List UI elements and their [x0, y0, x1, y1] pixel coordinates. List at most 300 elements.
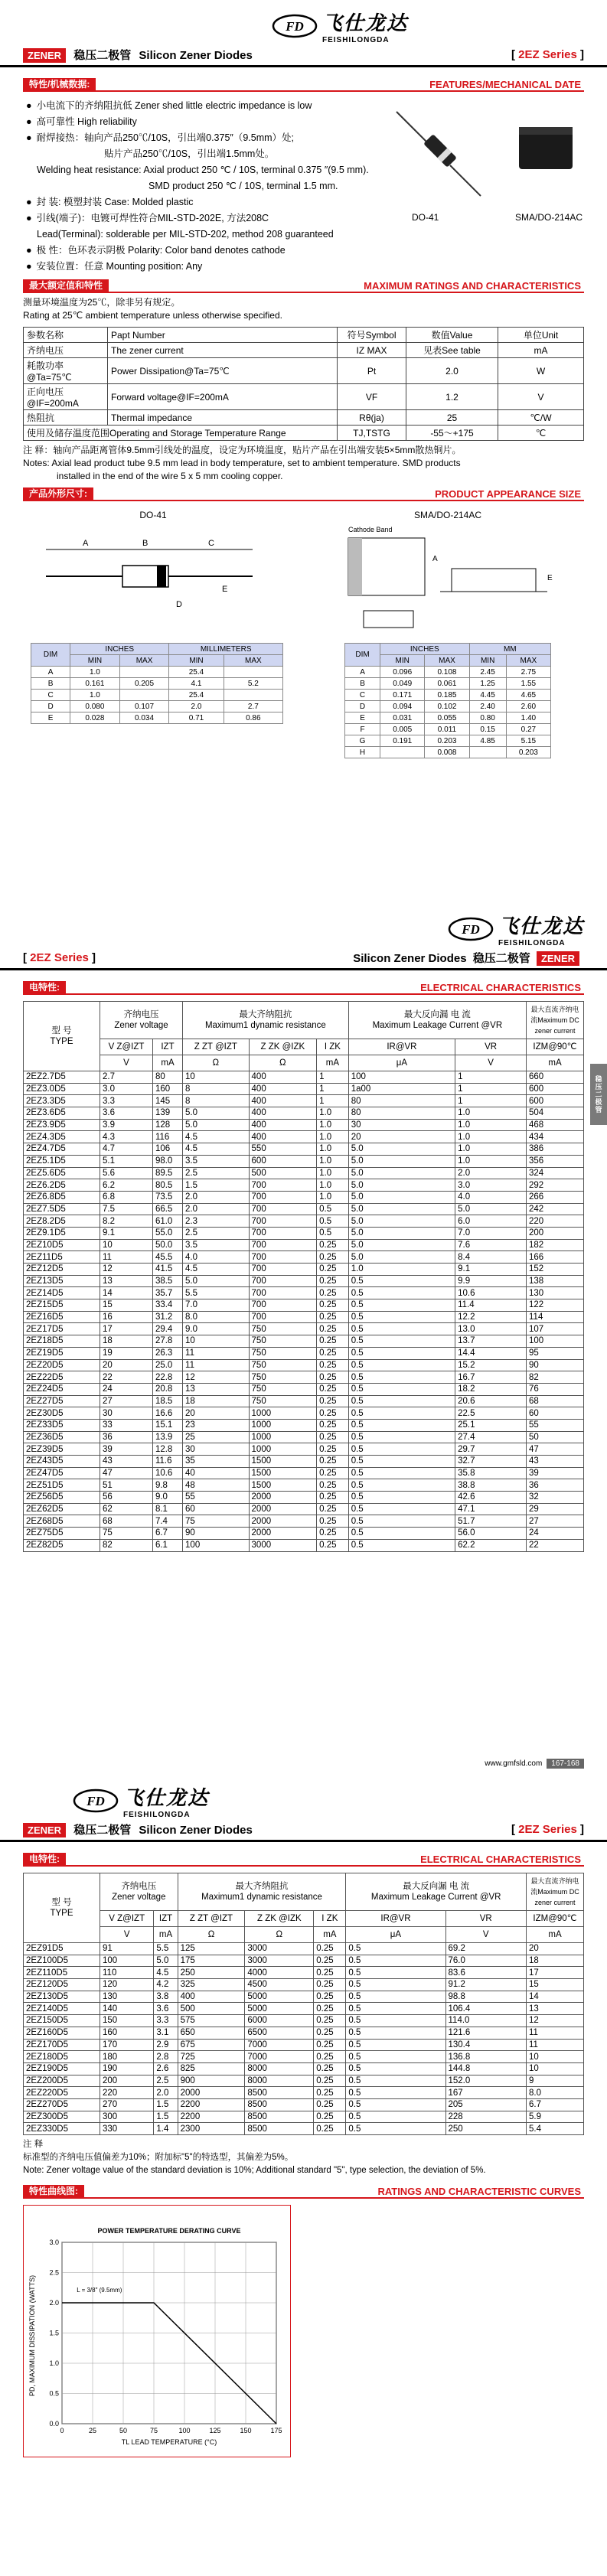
brand-logo — [448, 911, 584, 947]
table-cell: 700 — [249, 1179, 317, 1192]
table-cell: 39 — [100, 1443, 153, 1456]
table-cell: 1.5 — [154, 2098, 178, 2111]
curves-title-en: RATINGS AND CHARACTERISTIC CURVES — [377, 2185, 581, 2197]
table-cell: 62.2 — [455, 1539, 527, 1551]
table-row — [24, 1443, 584, 1456]
table-cell: 48 — [183, 1479, 250, 1492]
table-cell: 1 — [455, 1071, 527, 1084]
table-cell: 106.4 — [445, 2003, 527, 2015]
table-cell — [224, 690, 282, 701]
table-cell: 2000 — [178, 2087, 245, 2099]
table-cell: 1000 — [249, 1407, 317, 1420]
feature-line: ● 高可靠性 High reliability — [26, 114, 584, 130]
table-cell: 8.0 — [527, 2087, 584, 2099]
table-row — [24, 2039, 584, 2051]
table-cell: 2EZ6.2D5 — [24, 1179, 100, 1192]
table-cell: 0.5 — [346, 2123, 445, 2135]
table-cell: 80 — [152, 1071, 182, 1084]
table-row — [345, 747, 551, 758]
table-cell: 10 — [183, 1335, 250, 1348]
table-cell: 8500 — [245, 2111, 314, 2123]
table-header-cell: Z ZT @IZT — [178, 1911, 245, 1927]
table-row — [31, 690, 283, 701]
table-row — [24, 1155, 584, 1167]
table-cell: 12 — [100, 1264, 153, 1276]
table-cell: 700 — [249, 1251, 317, 1264]
table-cell: 1.0 — [455, 1143, 527, 1156]
sma-table-body — [345, 667, 551, 758]
table-cell: 0.028 — [70, 712, 120, 724]
table-row — [24, 1383, 584, 1395]
table-row — [345, 712, 551, 724]
dimension-drawings — [23, 501, 584, 757]
table-cell: 468 — [527, 1119, 584, 1131]
table-cell: 700 — [249, 1239, 317, 1251]
table-cell: 8.4 — [455, 1251, 527, 1264]
table-cell: 18.2 — [455, 1383, 527, 1395]
note-en: installed in the end of the wire 5 x 5 mm cooling copper. — [57, 471, 283, 481]
table-cell: 2EZ15D5 — [24, 1299, 100, 1312]
table-row — [31, 678, 283, 690]
table-cell: 2EZ12D5 — [24, 1264, 100, 1276]
table-cell: 6.0 — [455, 1215, 527, 1228]
table-cell: 5.0 — [183, 1275, 250, 1287]
max-ratings-title-cn: 最大额定值和特性 — [23, 279, 109, 292]
table-row — [24, 2111, 584, 2123]
sheet-3 — [0, 1779, 607, 2576]
table-cell: 26.3 — [152, 1347, 182, 1359]
table-cell: 11 — [183, 1359, 250, 1371]
table-cell: 0.5 — [348, 1323, 455, 1335]
table-row — [24, 1167, 584, 1179]
table-cell: B — [31, 678, 70, 690]
title-en: Silicon Zener Diodes — [139, 49, 253, 62]
table-cell: 4.85 — [469, 735, 506, 747]
table-header-cell: MIN — [469, 655, 506, 667]
table-cell: 1500 — [249, 1456, 317, 1468]
chart-y-label: PD, MAXIMUM DISSIPATION (WATTS) — [28, 2274, 36, 2397]
sma-package-image — [519, 127, 573, 169]
table-cell: 0.25 — [317, 1443, 349, 1456]
table-header-cell: VR — [445, 1911, 527, 1927]
table-cell: 98.0 — [152, 1155, 182, 1167]
sheet-2 — [0, 911, 607, 1779]
electrical-table-2-body — [24, 1943, 584, 2135]
table-cell: 0.5 — [348, 1503, 455, 1515]
table-cell: 29.7 — [455, 1443, 527, 1456]
table-cell: 1 — [455, 1095, 527, 1107]
table-cell: 205 — [445, 2098, 527, 2111]
table-header-cell: μA — [346, 1927, 445, 1943]
table-cell: 400 — [249, 1071, 317, 1084]
feature-line: ● 引线(端子)：电镀可焊性符合MIL-STD-202E, 方法208C — [26, 210, 584, 227]
features-list — [26, 98, 584, 275]
table-cell: 0.25 — [317, 1383, 349, 1395]
table-cell: IZ MAX — [338, 343, 406, 358]
table-cell: 0.5 — [346, 2015, 445, 2027]
table-cell: 2.5 — [183, 1167, 250, 1179]
table-header-cell: IR@VR — [348, 1039, 455, 1055]
table-cell — [469, 747, 506, 758]
table-cell: 1.4 — [154, 2123, 178, 2135]
table-row — [24, 1143, 584, 1156]
table-row — [24, 2027, 584, 2039]
note-title: 注 释 — [23, 2140, 44, 2149]
table-cell: 1.0 — [317, 1119, 349, 1131]
table-cell: 0.25 — [317, 1539, 349, 1551]
table-cell: 51 — [100, 1479, 153, 1492]
table-cell: 13.9 — [152, 1431, 182, 1443]
table-cell: 144.8 — [445, 2062, 527, 2075]
table-cell: 0.5 — [348, 1347, 455, 1359]
table-row — [24, 2123, 584, 2135]
table-header-cell: mA — [527, 1927, 584, 1943]
table-cell: 1000 — [249, 1419, 317, 1431]
max-ratings-title-en: MAXIMUM RATINGS AND CHARACTERISTICS — [364, 279, 581, 292]
table-row — [31, 701, 283, 712]
max-ratings-section-header — [23, 279, 584, 293]
note-en: Note: Zener voltage value of the standard deviation is 10%; Additional standard "5", type selection, the deviation of 5%. — [23, 2166, 486, 2175]
table-cell: 1.0 — [70, 690, 120, 701]
table-cell: 0.161 — [70, 678, 120, 690]
table-header-cell: IZT — [154, 1911, 178, 1927]
table-cell: 266 — [527, 1191, 584, 1203]
table-cell: 0.25 — [317, 1515, 349, 1528]
table-header-cell: 最大直流齐纳电流Maximum DC zener current — [527, 1002, 584, 1039]
table-cell: 100 — [348, 1071, 455, 1084]
brand-logo-area — [0, 0, 607, 44]
table-cell: 0.25 — [314, 1991, 346, 2003]
table-cell: 3.3 — [154, 2015, 178, 2027]
table-header-cell: V — [100, 1927, 154, 1943]
table-row — [24, 1131, 584, 1143]
table-cell: 114 — [527, 1311, 584, 1323]
sma-caption: SMA/DO-214AC — [515, 212, 583, 223]
table-cell: 1000 — [249, 1431, 317, 1443]
table-cell: 16.6 — [152, 1407, 182, 1420]
feature-line: ● 安装位置：任意 Mounting position: Any — [26, 259, 584, 275]
feature-line: ● 小电流下的齐纳阻抗低 Zener shed little electric impedance is low — [26, 98, 584, 114]
table-cell: 60 — [527, 1407, 584, 1420]
table-row — [24, 1203, 584, 1215]
table-cell: 0.25 — [314, 2003, 346, 2015]
features-title-en: FEATURES/MECHANICAL DATE — [429, 78, 581, 90]
table-cell: 0.5 — [348, 1467, 455, 1479]
table-cell: 20 — [348, 1131, 455, 1143]
table-cell: 0.25 — [314, 1967, 346, 1979]
table-cell: E — [345, 712, 380, 724]
table-cell: 3.0 — [100, 1083, 153, 1095]
table-cell: 2EZ18D5 — [24, 1335, 100, 1348]
brand-name-cn: 飞仕龙达 — [122, 1786, 209, 1809]
table-cell: 7.0 — [455, 1227, 527, 1239]
table-cell: 9.0 — [152, 1492, 182, 1504]
table-cell: 25 — [406, 410, 498, 426]
table-cell: 9.9 — [455, 1275, 527, 1287]
table-header-cell: mA — [154, 1927, 178, 1943]
table-row — [24, 1528, 584, 1540]
table-cell — [119, 667, 169, 678]
note-en: Notes: Axial lead product tube 9.5 mm lead in body temperature, set to ambient temperature. SMD products — [23, 458, 461, 468]
table-cell: 51.7 — [455, 1515, 527, 1528]
table-cell: 2EZ47D5 — [24, 1467, 100, 1479]
table-header-cell: INCHES — [70, 644, 169, 655]
table-cell: 33.4 — [152, 1299, 182, 1312]
table-header-cell: DIM — [31, 644, 70, 667]
table-cell: 35.7 — [152, 1287, 182, 1299]
table-cell: 8000 — [245, 2062, 314, 2075]
table-row — [24, 1503, 584, 1515]
table-cell: 0.25 — [314, 2027, 346, 2039]
table-row — [24, 1539, 584, 1551]
table-cell: 2EZ33D5 — [24, 1419, 100, 1431]
package-images — [377, 96, 584, 227]
table-cell: 8.2 — [100, 1215, 153, 1228]
table-cell: 0.25 — [314, 2015, 346, 2027]
table-cell: 15 — [527, 1979, 584, 1991]
table-cell: 2EZ82D5 — [24, 1539, 100, 1551]
elec-title-en: ELECTRICAL CHARACTERISTICS — [420, 1853, 581, 1865]
title-bar — [0, 44, 607, 67]
table-cell: 0.25 — [317, 1311, 349, 1323]
table-header-cell: MAX — [506, 655, 550, 667]
table-cell: 5.0 — [154, 1955, 178, 1967]
table-cell: 0.5 — [348, 1359, 455, 1371]
table-cell: 500 — [178, 2003, 245, 2015]
table-cell: 23 — [183, 1419, 250, 1431]
table-cell: 55 — [183, 1492, 250, 1504]
svg-text:D: D — [176, 600, 182, 609]
table-cell: 18 — [527, 1955, 584, 1967]
table-cell: 825 — [178, 2062, 245, 2075]
table-cell: 4000 — [245, 1967, 314, 1979]
table-cell: 50.0 — [152, 1239, 182, 1251]
table-header-cell — [24, 1873, 100, 1943]
table-units-row — [24, 1055, 584, 1071]
table-cell: 正向电压@IF=200mA — [24, 384, 108, 410]
table-cell: 0.011 — [425, 724, 469, 735]
do41-drawing — [31, 507, 276, 637]
table-cell: 0.5 — [348, 1335, 455, 1348]
table-cell: 32.7 — [455, 1456, 527, 1468]
table-cell: 22 — [100, 1371, 153, 1384]
table-cell: 2EZ36D5 — [24, 1431, 100, 1443]
table-cell: 0.5 — [346, 2075, 445, 2087]
table-cell: 0.5 — [346, 2111, 445, 2123]
table-cell: 5000 — [245, 1991, 314, 2003]
table-row — [24, 1335, 584, 1348]
table-header-cell: V — [455, 1055, 527, 1071]
table-header-cell: mA — [527, 1055, 584, 1071]
table-cell: 5.0 — [455, 1203, 527, 1215]
table-row — [24, 1347, 584, 1359]
table-cell: 0.71 — [169, 712, 224, 724]
table-cell: 11 — [527, 2027, 584, 2039]
header-text: Maximum Leakage Current @VR — [372, 1021, 503, 1030]
table-cell: 0.25 — [317, 1359, 349, 1371]
table-cell: 128 — [152, 1119, 182, 1131]
table-cell: 2EZ91D5 — [24, 1943, 100, 1955]
table-cell: 1.5 — [154, 2111, 178, 2123]
chart-x-label: TL LEAD TEMPERATURE (°C) — [121, 2438, 217, 2446]
table-cell: 0.205 — [119, 678, 169, 690]
y-tick-label: 0.0 — [49, 2420, 59, 2428]
table-cell: 75 — [100, 1528, 153, 1540]
table-header-cell: mA — [317, 1055, 349, 1071]
table-cell: 13 — [100, 1275, 153, 1287]
table-cell: 180 — [100, 2051, 154, 2063]
table-cell: 2EZ43D5 — [24, 1456, 100, 1468]
table-cell: 2EZ200D5 — [24, 2075, 100, 2087]
table-cell: 2.9 — [154, 2039, 178, 2051]
title-en: Silicon Zener Diodes — [353, 952, 467, 965]
table-cell: 2EZ180D5 — [24, 2051, 100, 2063]
table-row — [24, 1119, 584, 1131]
table-cell: 2.0 — [169, 701, 224, 712]
table-cell: 0.25 — [314, 1943, 346, 1955]
table-cell: 20 — [183, 1407, 250, 1420]
do41-package-image — [397, 112, 481, 196]
derating-chart — [24, 2206, 290, 2457]
table-header-cell — [183, 1002, 349, 1039]
table-cell: 0.5 — [317, 1203, 349, 1215]
table-cell: 0.25 — [317, 1264, 349, 1276]
intro-en: Rating at 25℃ ambient temperature unless otherwise specified. — [23, 310, 282, 321]
table-cell: 18 — [100, 1335, 153, 1348]
note-cn: 注 释：轴向产品距离管体9.5mm引线处的温度，设定为环境温度，贴片产品在引出端安装5×5mm散热铜片。 — [23, 445, 462, 455]
table-cell: 2EZ9.1D5 — [24, 1227, 100, 1239]
table-cell: 36 — [527, 1479, 584, 1492]
table-cell: 0.191 — [380, 735, 425, 747]
table-cell: 5.0 — [348, 1167, 455, 1179]
table-cell: 11 — [527, 2039, 584, 2051]
table-header-cell: V — [100, 1055, 153, 1071]
table-cell: 29.4 — [152, 1323, 182, 1335]
series-label: [ 2EZ Series ] — [511, 48, 584, 61]
table-cell: 2EZ4.3D5 — [24, 1131, 100, 1143]
y-tick-label: 2.5 — [49, 2268, 59, 2277]
table-cell: V — [498, 384, 584, 410]
table-cell: 19 — [100, 1347, 153, 1359]
table-cell: 60 — [183, 1503, 250, 1515]
table-cell: 0.5 — [348, 1407, 455, 1420]
table-cell: 8.0 — [183, 1311, 250, 1323]
table-cell: C — [345, 690, 380, 701]
table-cell: 82 — [100, 1539, 153, 1551]
footer-page-number: 167-168 — [547, 1759, 584, 1769]
table-cell: 100 — [183, 1539, 250, 1551]
appearance-section-header — [23, 487, 584, 501]
header-text: 最大反向漏 电 流 — [403, 1882, 470, 1891]
table-cell: 7.0 — [183, 1299, 250, 1312]
table-cell: 2EZ150D5 — [24, 2015, 100, 2027]
appearance-title-en: PRODUCT APPEARANCE SIZE — [435, 487, 581, 500]
table-cell: 11 — [100, 1251, 153, 1264]
table-cell: 0.25 — [317, 1251, 349, 1264]
table-row — [24, 2015, 584, 2027]
table-cell: 6.1 — [152, 1539, 182, 1551]
table-cell: 5.9 — [527, 2111, 584, 2123]
table-cell: 27.8 — [152, 1335, 182, 1348]
table-row — [24, 1991, 584, 2003]
table-cell: 61.0 — [152, 1215, 182, 1228]
table-row — [24, 410, 584, 426]
table-cell: 2000 — [249, 1528, 317, 1540]
table-cell: 1.2 — [406, 384, 498, 410]
table-cell: 76 — [527, 1383, 584, 1395]
table-cell: 5000 — [245, 2003, 314, 2015]
table-header-cell: MAX — [119, 655, 169, 667]
feature-line: SMD product 250 ℃ / 10S, terminal 1.5 mm. — [148, 181, 338, 191]
table-cell: 0.055 — [425, 712, 469, 724]
table-cell: 2EZ22D5 — [24, 1371, 100, 1384]
table-cell: 2200 — [178, 2098, 245, 2111]
table-cell: 0.25 — [317, 1528, 349, 1540]
table-cell: 0.108 — [425, 667, 469, 678]
table-header-cell — [346, 1873, 527, 1911]
table-cell: 8 — [183, 1095, 250, 1107]
table-header-cell: Ω — [245, 1927, 314, 1943]
table-cell: 0.061 — [425, 678, 469, 690]
table-cell: 耗散功率@Ta=75℃ — [24, 358, 108, 384]
table-cell — [380, 747, 425, 758]
table-cell: 2EZ13D5 — [24, 1275, 100, 1287]
table-cell: 250 — [178, 1967, 245, 1979]
table-cell: 4.2 — [154, 1979, 178, 1991]
table-cell: 2EZ51D5 — [24, 1479, 100, 1492]
table-cell: 140 — [100, 2003, 154, 2015]
table-cell: 0.5 — [348, 1431, 455, 1443]
table-cell: 45.5 — [152, 1251, 182, 1264]
table-cell: 0.5 — [317, 1215, 349, 1228]
header-text: 齐纳电压 — [123, 1010, 159, 1019]
svg-text:FD: FD — [286, 19, 304, 34]
table-header-cell: 数值Value — [406, 328, 498, 343]
table-cell: 8.1 — [152, 1503, 182, 1515]
type-header-cn: 型 号 — [51, 1026, 72, 1035]
table-cell: 0.5 — [346, 1991, 445, 2003]
table-cell — [224, 667, 282, 678]
table-cell: 3.3 — [100, 1095, 153, 1107]
table-cell: 150 — [100, 2015, 154, 2027]
table-cell: 0.5 — [348, 1311, 455, 1323]
table-cell: 2EZ120D5 — [24, 1979, 100, 1991]
table-cell: 2EZ16D5 — [24, 1311, 100, 1323]
table-cell: Forward voltage@IF=200mA — [108, 384, 338, 410]
table-cell: 4500 — [245, 1979, 314, 1991]
title-bar — [0, 947, 607, 970]
table-row — [24, 1299, 584, 1312]
table-cell: 2EZ27D5 — [24, 1395, 100, 1407]
table-header-cell: Z ZK @IZK — [249, 1039, 317, 1055]
fd-logo-icon — [73, 1788, 119, 1814]
table-row — [24, 1943, 584, 1955]
table-cell: 36 — [100, 1431, 153, 1443]
fd-logo-icon — [272, 13, 318, 39]
table-cell: 8000 — [245, 2075, 314, 2087]
table-cell: 400 — [178, 1991, 245, 2003]
table-cell: 152 — [527, 1264, 584, 1276]
table-row — [24, 1359, 584, 1371]
table-row — [24, 1227, 584, 1239]
table-cell: 89.5 — [152, 1167, 182, 1179]
table-row — [24, 1083, 584, 1095]
table-cell: 15.2 — [455, 1359, 527, 1371]
type-header-en: TYPE — [50, 1037, 73, 1046]
table-row — [24, 1431, 584, 1443]
table-row — [24, 1264, 584, 1276]
table-cell: 35 — [183, 1456, 250, 1468]
